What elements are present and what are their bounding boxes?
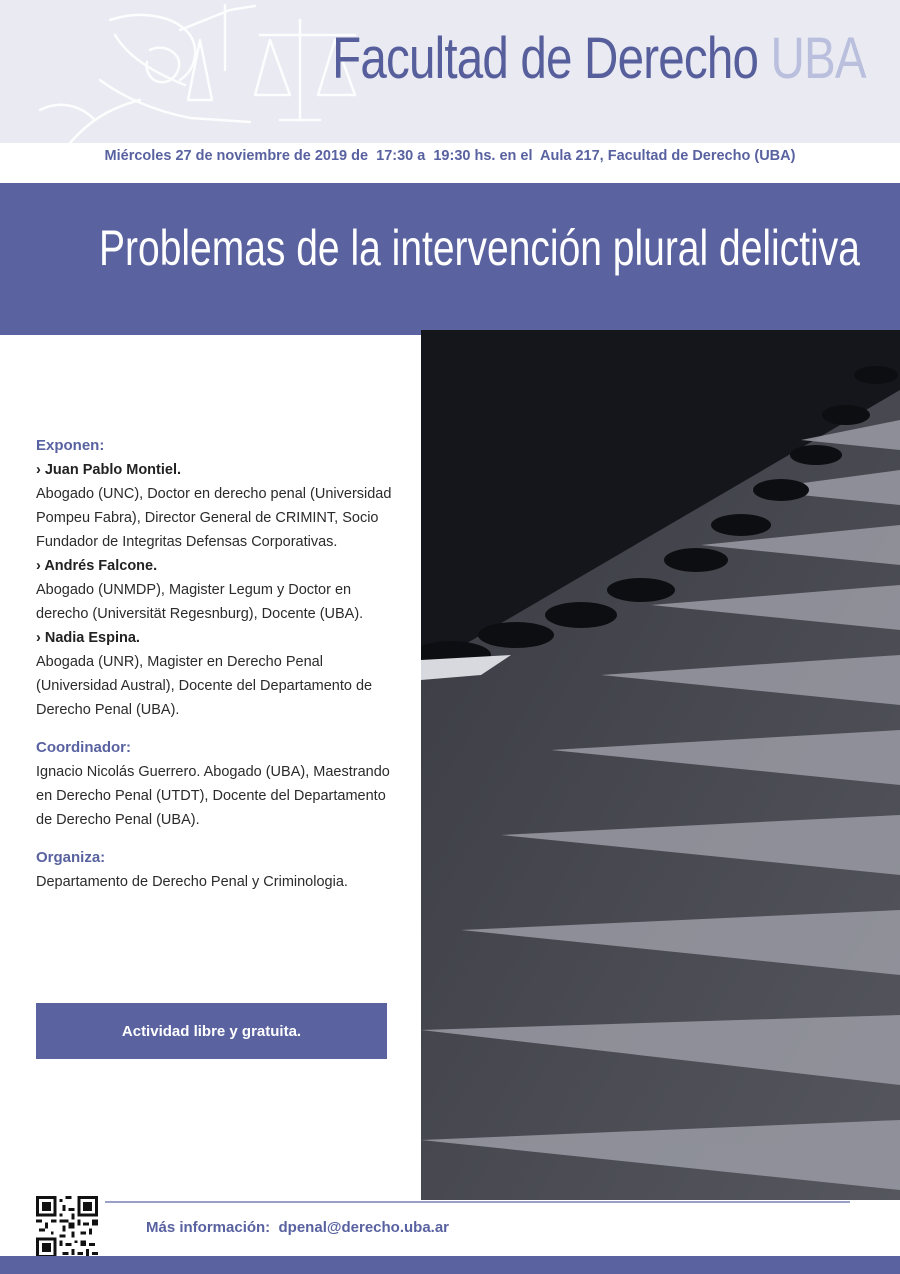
title-band [0, 183, 900, 335]
coordinator-text: Ignacio Nicolás Guerrero. Abogado (UBA), Maestrando en Derecho Penal (UTDT), Docente del Departamento de Derecho Penal (UBA). [36, 764, 390, 828]
coordinator-heading: Coordinador: [36, 739, 131, 756]
organizer-heading: Organiza: [36, 849, 106, 866]
speaker-bio: Abogado (UNC), Doctor en derecho penal (Universidad Pompeu Fabra), Director General de CRIMINT, Socio Fundador de Integritas Defensas Corporativas. [36, 486, 392, 550]
free-activity-label: Actividad libre y gratuita. [121, 1022, 302, 1040]
event-details [36, 434, 396, 894]
event-photo [421, 330, 900, 1200]
free-activity-banner [36, 1003, 387, 1059]
footer-divider [105, 1201, 850, 1203]
spacer [36, 722, 396, 736]
header [0, 0, 900, 143]
faculty-brand [332, 26, 866, 91]
qr-code-icon[interactable] [36, 1196, 98, 1258]
speaker-name: › Andrés Falcone. [36, 558, 158, 574]
speaker-bio: Abogada (UNR), Magister en Derecho Penal (Universidad Austral), Docente del Departamento de Derecho Penal (UBA). [36, 654, 373, 718]
event-date-line: Miércoles 27 de noviembre de 2019 de 17:30 a 19:30 hs. en el Aula 217, Facultad de Derecho (UBA) [104, 148, 796, 164]
brand-main-text: Facultad de Derecho [332, 26, 759, 91]
brand-suffix-text: UBA [770, 26, 866, 91]
organizer-text: Departamento de Derecho Penal y Criminologia. [36, 874, 348, 890]
speaker-bio: Abogado (UNMDP), Magister Legum y Doctor en derecho (Universität Regesnburg), Docente (UBA). [36, 582, 364, 622]
shadows-photo-image [421, 330, 900, 1200]
speaker-name: › Juan Pablo Montiel. [36, 462, 182, 478]
speaker-name: › Nadia Espina. [36, 630, 140, 646]
bottom-bar [0, 1256, 900, 1274]
more-info-contact[interactable]: Más información: dpenal@derecho.uba.ar [146, 1219, 450, 1236]
speakers-heading: Exponen: [36, 437, 105, 454]
spacer [36, 832, 396, 846]
event-title: Problemas de la intervención plural delictiva [99, 220, 860, 276]
